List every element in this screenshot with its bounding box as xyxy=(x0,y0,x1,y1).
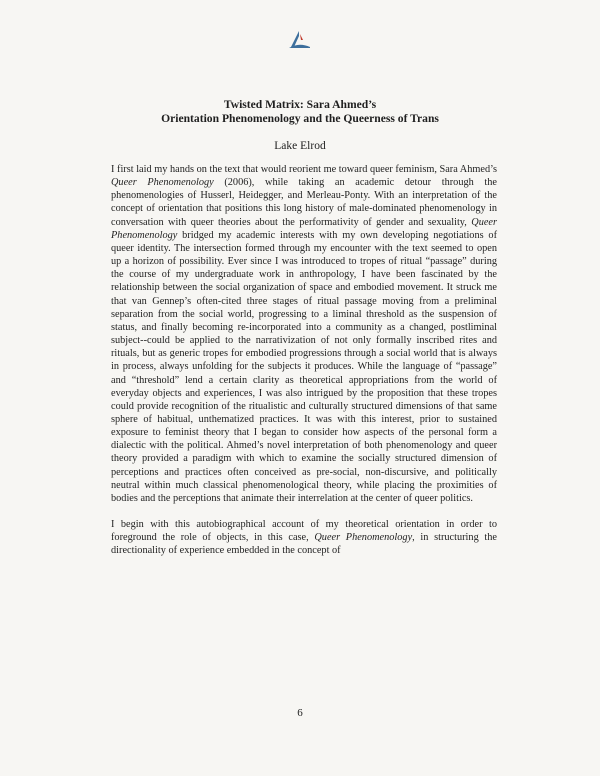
body-text xyxy=(111,163,497,558)
body-paragraph xyxy=(111,518,497,557)
paragraph-text: I begin with this autobiographical account of my theoretical orientation in order to foreground the role of objects, in this case, xyxy=(111,519,497,544)
article-title xyxy=(0,98,600,126)
book-title-italic: Queer Phenomenology xyxy=(111,216,497,241)
paragraph-text: (2006), while taking an academic detour through the phenomenologies of Husserl, Heidegger, and Merleau-Ponty. With an interpretation of the concept of orientation that positions this long history of male-dominated phenomenology in conversation with queer theories about the performativity of gender and sexuality, xyxy=(111,177,497,228)
author-name: Lake Elrod xyxy=(274,140,326,152)
journal-logo-icon xyxy=(286,30,312,50)
title-line-1: Twisted Matrix: Sara Ahmed’s xyxy=(223,98,377,111)
book-title-italic: Queer Phenomenology xyxy=(111,177,214,189)
body-paragraph xyxy=(111,163,497,505)
paragraph-text: bridged my academic interests with my own developing negotiations of queer identity. The intersection formed through my encounter with the text seemed to open up a horizon of possibility. Ever since I was introduced to tropes of ritual “passage” during the course of my undergraduate work in anthropology, I have been fascinated by the relationship between the social organization of space and embodied movement. It struck me that van Gennep’s often-cited three stages of ritual passage moving from a preliminal separation from the social world, progressing to a liminal threshold as the suspension of status, and finally becoming re-incorporated into a community as a changed, postliminal subject--could be applied to the narrativization of not only formally inscribed rites and rituals, but as generic tropes for embodied progressions through a social world that is always in process, always unfolding for the subjects it produces. While the language of “passage” and “threshold” lend a certain clarity as theoretical appropriations from the world of everyday objects and experiences, I was also intrigued by the proposition that these tropes could provide recognition of the ritualistic and culturally structured dimensions of that same sphere of habitual, unthematized practices. It was with this interest, prior to sustained exposure to feminist theory that I began to consider how aspects of the personal form a dialectic with the political. Ahmed’s novel interpretation of both phenomenology and queer theory provided a paradigm with which to examine the socially structured dimension of perceptions and practices often conceived as pre-social, non-discursive, and politically neutral within much classical phenomenological theory, while placing the proximities of bodies and the perceptions that animate their interrelation at the center of queer politics. xyxy=(111,229,497,504)
paragraph-text: I first laid my hands on the text that would reorient me toward queer feminism, Sara Ahmed’s xyxy=(111,164,497,175)
title-line-2: Orientation Phenomenology and the Queerness of Trans xyxy=(161,112,439,125)
paragraph-text: , in structuring the directionality of experience embedded in the concept of xyxy=(111,532,497,557)
book-title-italic: Queer Phenomenology xyxy=(314,532,413,544)
page-number: 6 xyxy=(297,707,303,719)
